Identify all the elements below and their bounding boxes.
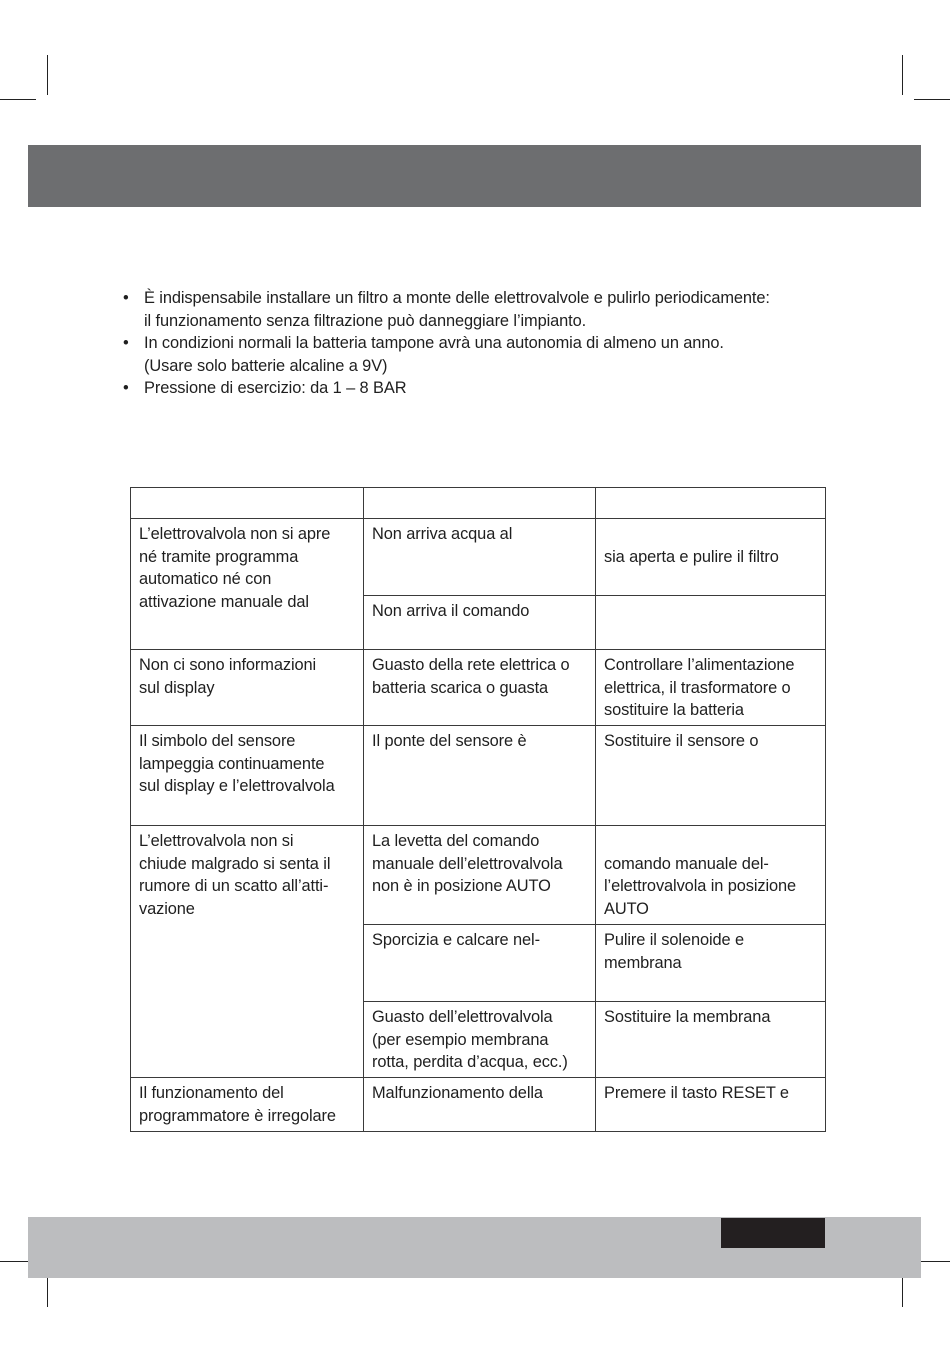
- note-line: il funzionamento senza filtrazione può danneggiare l’impianto.: [144, 311, 587, 330]
- crop-mark: [902, 55, 903, 95]
- cell-line: Sostituire il sensore o: [604, 732, 759, 750]
- cell-line: Controllare l’alimentazione: [604, 656, 795, 674]
- remedy-cell: [596, 726, 826, 826]
- cell-line: l’elettrovalvola in posizione: [604, 877, 797, 895]
- cell-line: sul display: [139, 678, 215, 697]
- note-item: [121, 287, 841, 332]
- cell-line: vazione: [139, 899, 195, 918]
- header-cell-remedy: [596, 488, 826, 519]
- cell-line: Il simbolo del sensore: [139, 732, 296, 750]
- cell-line: Non arriva acqua al: [372, 525, 513, 543]
- note-item: [121, 377, 841, 400]
- cell-line: batteria scarica o guasta: [372, 678, 549, 697]
- remedy-cell: [596, 826, 826, 925]
- troubleshooting-table: [130, 487, 826, 1132]
- note-line: (Usare solo batterie alcaline a 9V): [144, 356, 388, 375]
- cell-line: AUTO: [604, 899, 649, 918]
- table-row: [131, 650, 826, 726]
- cell-line: non è in posizione AUTO: [372, 877, 551, 895]
- cell-line: né tramite programma: [139, 547, 299, 566]
- problem-cell: [131, 726, 364, 826]
- cell-line: [604, 523, 817, 546]
- cell-line: comando manuale del-: [604, 854, 769, 873]
- cell-line: rotta, perdita d’acqua, ecc.): [372, 1053, 568, 1071]
- cell-line: sul display e l’elettrovalvola: [139, 777, 335, 795]
- cell-line: Malfunzionamento della: [372, 1084, 543, 1102]
- bullet-icon: •: [123, 289, 129, 307]
- cell-line: Non arriva il comando: [372, 602, 530, 620]
- cell-line: Il funzionamento del: [139, 1084, 284, 1102]
- bullet-icon: •: [123, 334, 129, 352]
- problem-cell: [131, 519, 364, 650]
- cause-cell: [364, 596, 596, 650]
- remedy-cell: [596, 1002, 826, 1078]
- note-line: Pressione di esercizio: da 1 – 8 BAR: [144, 379, 407, 397]
- cell-line: La levetta del comando: [372, 832, 540, 850]
- cause-cell: [364, 1078, 596, 1132]
- note-line: In condizioni normali la batteria tampone avrà una autonomia di almeno un anno.: [144, 334, 724, 352]
- header-cell-cause: [364, 488, 596, 519]
- header-cell-problem: [131, 488, 364, 519]
- cause-cell: [364, 519, 596, 596]
- cell-line: sostituire la batteria: [604, 701, 744, 719]
- remedy-cell: [596, 925, 826, 1002]
- cell-line: [604, 830, 817, 853]
- note-item: [121, 332, 841, 377]
- cell-line: Pulire il solenoide e: [604, 931, 745, 949]
- remedy-cell: [596, 519, 826, 596]
- cause-cell: [364, 726, 596, 826]
- notes-list: [121, 287, 841, 400]
- note-line: È indispensabile installare un filtro a monte delle elettrovalvole e pulirlo periodicamente:: [144, 289, 770, 307]
- table-row: [131, 726, 826, 826]
- crop-mark: [914, 99, 950, 100]
- header-band: [28, 145, 921, 207]
- problem-cell: [131, 650, 364, 726]
- cause-cell: [364, 1002, 596, 1078]
- problem-cell: [131, 1078, 364, 1132]
- cell-line: Guasto dell’elettrovalvola: [372, 1008, 553, 1026]
- cell-line: rumore di un scatto all’atti-: [139, 877, 329, 895]
- cell-line: manuale dell’elettrovalvola: [372, 854, 563, 873]
- crop-mark: [0, 99, 36, 100]
- table-header-row: [131, 488, 826, 519]
- cell-line: Sporcizia e calcare nel-: [372, 931, 540, 949]
- crop-mark: [47, 55, 48, 95]
- cell-line: programmatore è irregolare: [139, 1106, 336, 1125]
- bullet-icon: •: [123, 379, 129, 397]
- cause-cell: [364, 925, 596, 1002]
- table-row: [131, 826, 826, 925]
- cell-line: Sostituire la membrana: [604, 1008, 771, 1026]
- page-number-tab: [721, 1218, 825, 1248]
- problem-cell: [131, 826, 364, 1078]
- cause-cell: [364, 650, 596, 726]
- cell-line: membrana: [604, 953, 682, 972]
- remedy-cell: [596, 1078, 826, 1132]
- cell-line: L’elettrovalvola non si apre: [139, 525, 331, 543]
- cell-line: (per esempio membrana: [372, 1030, 549, 1049]
- table-row: [131, 519, 826, 596]
- cell-line: Non ci sono informazioni: [139, 656, 317, 674]
- cell-line: L’elettrovalvola non si: [139, 832, 294, 850]
- cell-line: Guasto della rete elettrica o: [372, 656, 570, 674]
- cell-line: automatico né con: [139, 570, 272, 588]
- remedy-cell: [596, 650, 826, 726]
- remedy-cell: [596, 596, 826, 650]
- cell-line: lampeggia continuamente: [139, 754, 325, 773]
- cell-line: sia aperta e pulire il filtro: [604, 547, 779, 566]
- cell-line: chiude malgrado si senta il: [139, 854, 331, 873]
- cell-line: Il ponte del sensore è: [372, 732, 527, 750]
- cell-line: attivazione manuale dal: [139, 592, 309, 611]
- cell-line: elettrica, il trasformatore o: [604, 678, 791, 697]
- table-row: [131, 1078, 826, 1132]
- cell-line: Premere il tasto RESET e: [604, 1084, 789, 1102]
- cause-cell: [364, 826, 596, 925]
